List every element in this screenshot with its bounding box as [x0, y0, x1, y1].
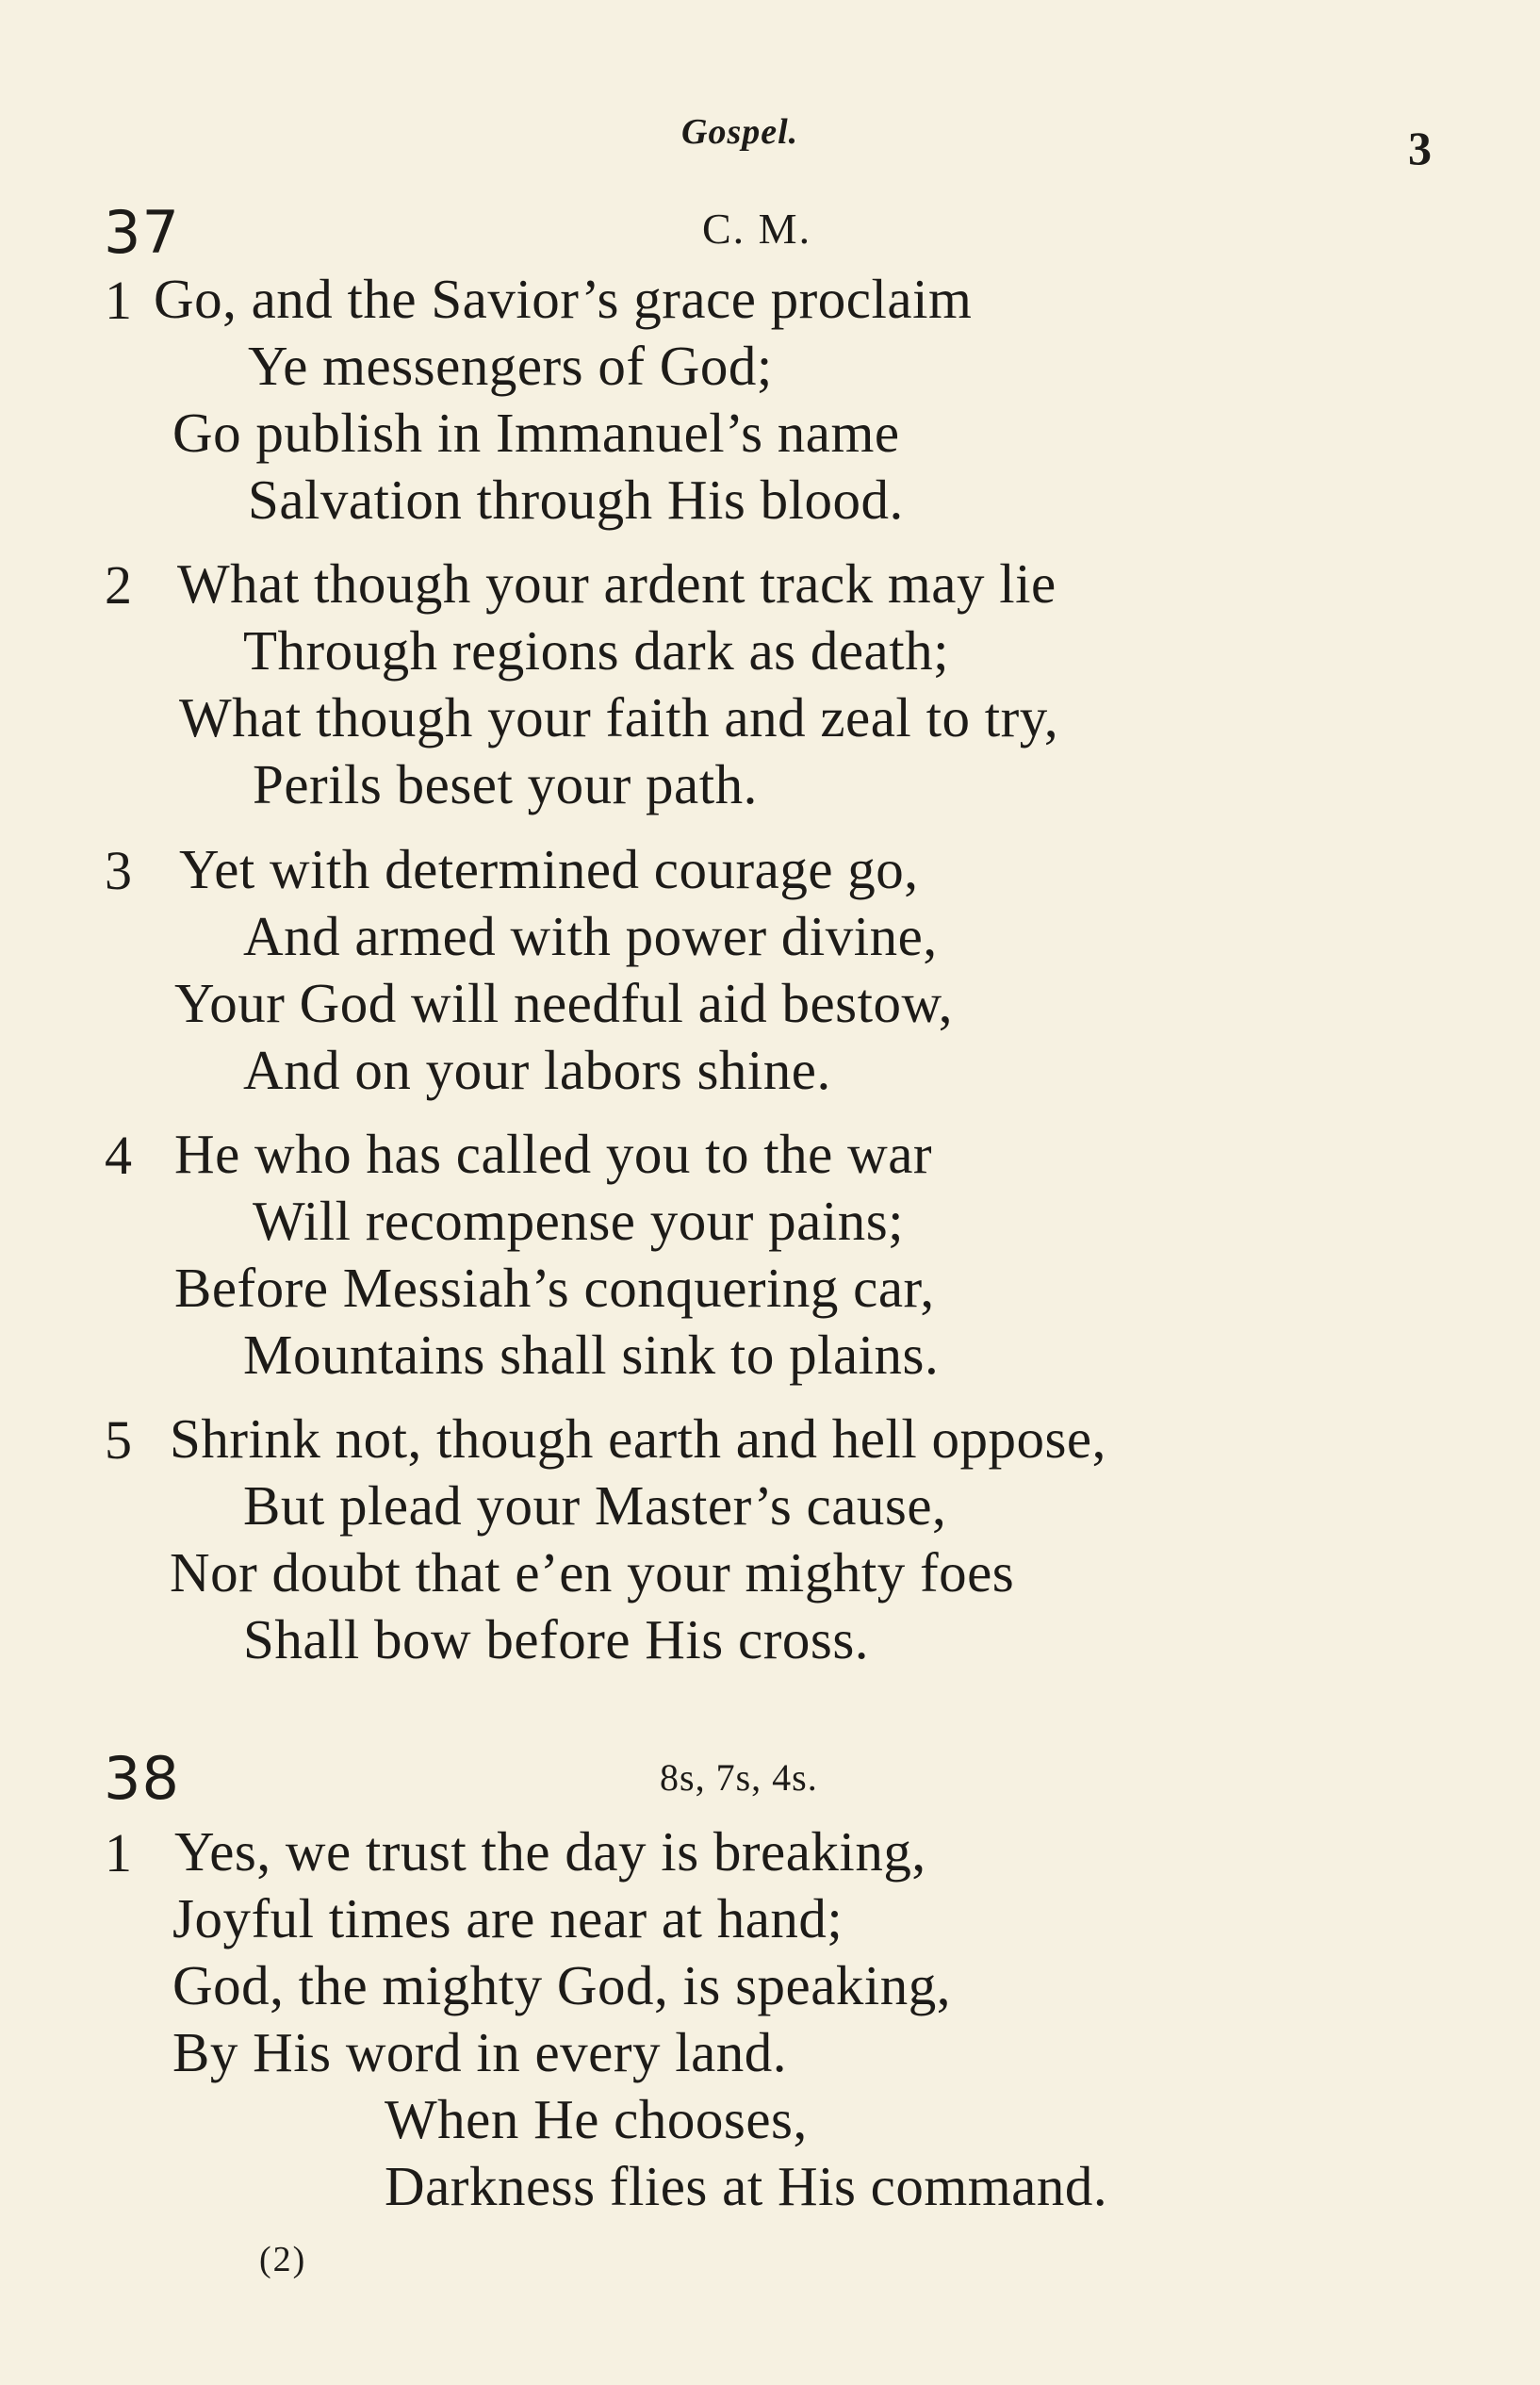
hymn-line: Joyful times are near at hand;: [172, 1887, 844, 1949]
hymn-line: Yet with determined courage go,: [179, 838, 919, 900]
stanza-number: 3: [105, 840, 132, 901]
stanza-number: 1: [105, 270, 132, 331]
hymn-line: Shall bow before His cross.: [243, 1608, 870, 1670]
hymn-line: Ye messengers of God;: [248, 335, 773, 397]
hymn-38-meter: 8s, 7s, 4s.: [660, 1756, 818, 1799]
stanza-number: 2: [105, 554, 132, 616]
hymn-line: By His word in every land.: [172, 2021, 788, 2083]
hymn-line: But plead your Master’s cause,: [243, 1474, 947, 1537]
hymn-line: Go, and the Savior’s grace proclaim: [154, 268, 973, 330]
hymn-line: Will recompense your pains;: [253, 1190, 905, 1252]
hymn-line: Nor doubt that e’en your mighty foes: [170, 1541, 1015, 1604]
hymn-line: What though your ardent track may lie: [177, 552, 1057, 615]
hymn-37-meter: C. M.: [702, 205, 812, 253]
hymn-line: Through regions dark as death;: [243, 619, 950, 682]
stanza-number: 5: [105, 1409, 132, 1471]
hymn-line: Your God will needful aid bestow,: [174, 972, 954, 1034]
hymn-line: Shrink not, though earth and hell oppose,: [170, 1407, 1106, 1470]
hymn-line: Go publish in Immanuel’s name: [172, 402, 900, 464]
hymn-line: When He chooses,: [385, 2088, 808, 2150]
hymn-line: He who has called you to the war: [174, 1123, 933, 1185]
hymn-line: Darkness flies at His command.: [385, 2155, 1108, 2217]
hymn-line: Yes, we trust the day is breaking,: [174, 1820, 926, 1883]
hymn-number-37: 37: [104, 198, 180, 267]
hymn-line: Mountains shall sink to plains.: [243, 1324, 940, 1386]
stanza-number: 1: [105, 1822, 132, 1883]
hymn-line: Perils beset your path.: [253, 753, 758, 815]
hymn-line: Salvation through His blood.: [248, 469, 904, 531]
page-number: 3: [1408, 122, 1432, 174]
hymn-line: What though your faith and zeal to try,: [179, 686, 1059, 748]
stanza-number: 4: [105, 1125, 132, 1186]
running-head: Gospel.: [681, 112, 799, 152]
hymn-line: And on your labors shine.: [243, 1039, 831, 1101]
signature-mark: (2): [259, 2240, 307, 2279]
hymn-line: Before Messiah’s conquering car,: [174, 1257, 935, 1319]
hymn-line: God, the mighty God, is speaking,: [172, 1954, 952, 2016]
hymn-line: And armed with power divine,: [243, 905, 938, 967]
hymn-number-38: 38: [104, 1744, 180, 1813]
